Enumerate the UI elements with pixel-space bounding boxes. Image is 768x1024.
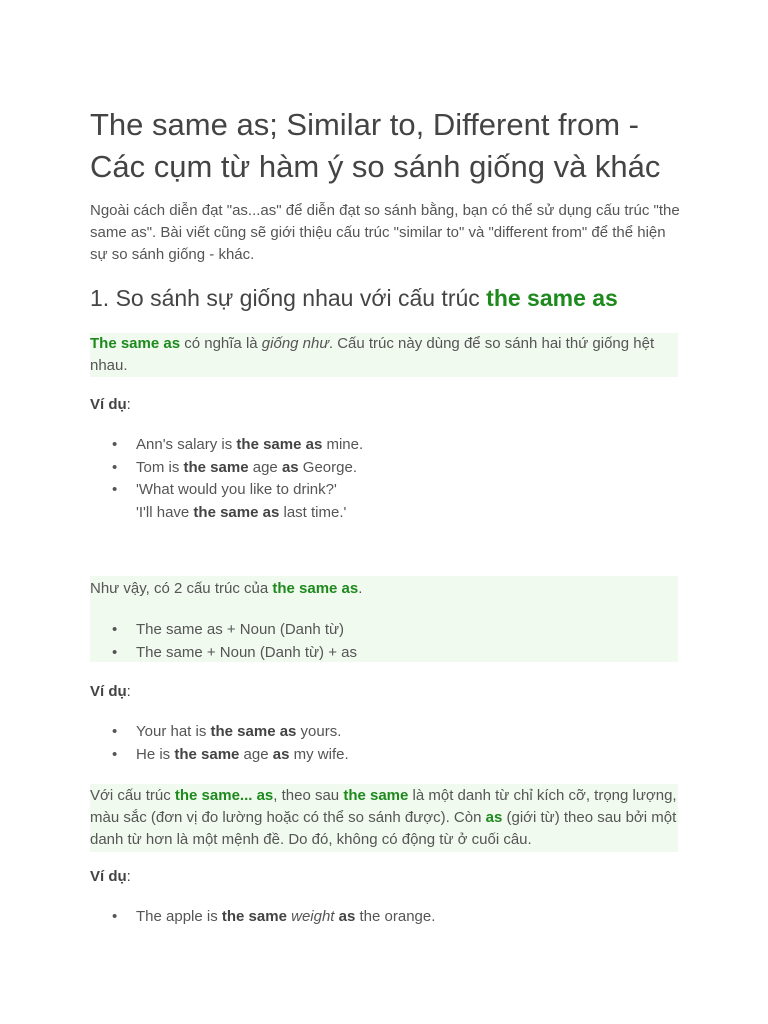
- list-item: [90, 642, 680, 665]
- intro-paragraph: Ngoài cách diễn đạt "as...as" để diễn đạt so sánh bằng, bạn có thể sử dụng cấu trúc "the same as". Bài viết cũng sẽ giới thiệu cấu trúc "similar to" và "different from" để thể hiện sự so sánh giống - khác.: [90, 202, 680, 263]
- note-term: the same: [343, 787, 409, 804]
- example-label-text: Ví dụ: [90, 683, 127, 700]
- title-line-1: The same as; Similar to, Different from -: [90, 107, 639, 142]
- item-text: last time.': [279, 503, 347, 521]
- item-bold: as: [338, 908, 356, 925]
- list-item: [90, 457, 680, 480]
- item-text: mine.: [322, 436, 364, 453]
- item-italic: weight: [291, 908, 335, 925]
- example-label-text: Ví dụ: [90, 396, 127, 413]
- definition-term: The same as: [90, 335, 181, 352]
- section-heading-term: the same as: [486, 285, 618, 311]
- list-item: [90, 434, 680, 457]
- example-list-3: [90, 906, 680, 929]
- example-list-2: [90, 721, 680, 766]
- item-bold: the same: [221, 908, 287, 925]
- definition-text: có nghĩa là: [180, 335, 262, 352]
- bullet: •: [112, 908, 118, 925]
- note-box: [90, 784, 678, 852]
- note-text: (giới từ) theo sau bởi một danh từ hơn là một mệnh đề. Do đó, không có động từ ở cuối câu.: [90, 809, 677, 848]
- item-bold: as: [272, 745, 290, 763]
- bullet: •: [112, 621, 118, 638]
- item-text: The same + Noun (Danh từ) + as: [136, 643, 357, 661]
- structure-text: .: [358, 580, 363, 597]
- item-text: The apple is: [136, 908, 222, 925]
- item-bold: the same as: [236, 436, 323, 453]
- list-item: [90, 479, 680, 524]
- example-label: [90, 394, 131, 416]
- note-text: , theo sau: [273, 787, 344, 804]
- example-label-text: Ví dụ: [90, 868, 127, 885]
- list-item: [90, 721, 680, 744]
- structure-list: [90, 619, 680, 664]
- example-label: [90, 681, 131, 703]
- item-bold: as: [281, 458, 299, 476]
- item-text: age: [248, 458, 282, 476]
- item-text: Your hat is: [136, 723, 211, 740]
- list-item: [90, 619, 680, 642]
- item-text: yours.: [296, 723, 342, 740]
- definition-rest: . Cấu trúc này dùng để so sánh hai thứ giống hệt nhau.: [90, 335, 655, 374]
- note-text: Với cấu trúc: [90, 787, 175, 804]
- colon: :: [126, 396, 131, 413]
- bullet: •: [112, 643, 118, 661]
- bullet: •: [112, 745, 118, 763]
- definition-italic: giống như: [261, 335, 329, 352]
- structure-term: the same as: [272, 580, 359, 597]
- item-text: my wife.: [289, 745, 349, 763]
- section-heading: [90, 282, 690, 314]
- section-heading-prefix: 1. So sánh sự giống nhau với cấu trúc: [90, 285, 487, 311]
- item-text: the orange.: [355, 908, 436, 925]
- item-bold: the same: [183, 458, 249, 476]
- item-text: The same as + Noun (Danh từ): [136, 621, 345, 638]
- colon: :: [126, 868, 131, 885]
- item-text: Tom is: [136, 458, 184, 476]
- item-text: Ann's salary is: [136, 436, 237, 453]
- item-bold: the same as: [210, 723, 297, 740]
- item-text: age: [239, 745, 273, 763]
- bullet: •: [112, 458, 118, 476]
- structure-intro: [90, 578, 678, 600]
- list-item: [90, 906, 680, 929]
- note-text: là một danh từ chỉ kích cỡ, trọng lượng, màu sắc (đơn vị đo lường hoặc có thể so sánh được). Còn: [90, 787, 677, 826]
- page-title: [90, 104, 690, 188]
- colon: :: [126, 683, 131, 700]
- item-bold: the same as: [193, 503, 280, 521]
- item-text: He is: [136, 745, 175, 763]
- bullet: •: [112, 436, 118, 453]
- bullet: •: [112, 481, 118, 498]
- item-text: 'I'll have: [136, 503, 194, 521]
- definition-box: [90, 333, 678, 377]
- example-list-1: [90, 434, 680, 524]
- structure-text: Như vậy, có 2 cấu trúc của: [90, 580, 273, 597]
- item-text: George.: [298, 458, 357, 476]
- title-line-2: Các cụm từ hàm ý so sánh giống và khác: [90, 149, 661, 184]
- item-text: 'What would you like to drink?': [136, 481, 337, 498]
- note-term: as: [485, 809, 503, 826]
- example-label: [90, 866, 131, 888]
- item-bold: the same: [174, 745, 240, 763]
- bullet: •: [112, 723, 118, 740]
- note-term: the same... as: [174, 787, 274, 804]
- list-item: [90, 744, 680, 767]
